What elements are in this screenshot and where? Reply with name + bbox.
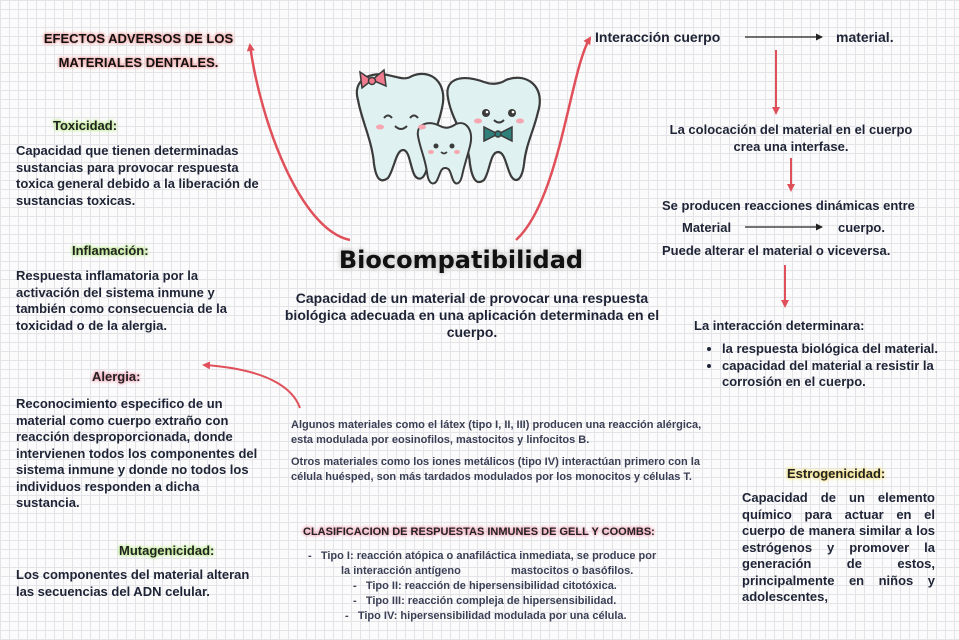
- determines-list: [706, 341, 946, 391]
- gell-type-1-line1: Tipo I: reacción atópica o anafiláctica inmediata, se produce por: [320, 550, 657, 562]
- gell-type-3-text: Tipo III: reacción compleja de hipersensibilidad.: [365, 595, 617, 607]
- inflamacion-heading: Inflamación:: [72, 243, 149, 258]
- determines-text: La interacción determinara:: [694, 318, 865, 333]
- adverse-effects-title-line1: EFECTOS ADVERSOS DE LOS: [43, 31, 234, 46]
- mutagenicidad-text: Los componentes del material alteran las secuencias del ADN celular.: [16, 567, 250, 599]
- page-title: Biocompatibilidad: [338, 246, 584, 274]
- list-item: • capacidad del material a resistir la corrosión en el cuerpo.: [722, 358, 946, 391]
- gell-type-2: [353, 579, 617, 594]
- toxicidad-text: Capacidad que tienen determinadas sustancias para provocar respuesta toxica general debido a la liberación de sustancias toxicas.: [16, 143, 259, 208]
- estrogenicidad-text: Capacidad de un elemento químico para actuar en el cuerpo de manera similar a los estrógenos y promover la generación de estos, principalmente en niños y adolescentes,: [742, 490, 935, 604]
- gell-type-1-line2a: la interacción antígeno: [341, 565, 461, 577]
- allergy-paragraph-2: Otros materiales como los iones metálicos (tipo IV) interactúan primero con la célula huésped, son más tardados modulados por los monocitos y células T.: [291, 456, 700, 483]
- interface-text: La colocación del material en el cuerpo crea una interfase.: [669, 122, 913, 154]
- cuerpo-word: cuerpo.: [838, 220, 885, 235]
- gell-type-4: [345, 609, 627, 624]
- dynamic-reactions-text: Se producen reacciones dinámicas entre: [662, 198, 915, 213]
- gell-type-1-line2b: mastocitos o basófilos.: [511, 565, 634, 577]
- gell-type-2-text: Tipo II: reacción de hipersensibilidad citotóxica.: [365, 580, 617, 592]
- alter-text: Puede alterar el material o viceversa.: [662, 243, 891, 258]
- alergia-text: Reconocimiento especifico de un material como cuerpo extraño con reacción desproporcionada, donde intervienen todos los componentes del sistema inmune y donde no todos los individuos responden a dicha sustancia.: [16, 396, 258, 510]
- adverse-effects-title-line2: MATERIALES DENTALES.: [58, 55, 219, 70]
- mutagenicidad-heading: Mutagenicidad:: [119, 543, 215, 558]
- interaction-label-b: material.: [836, 29, 894, 45]
- material-word: Material: [682, 220, 732, 235]
- gell-type-4-text: Tipo IV: hipersensibilidad modulada por una célula.: [357, 610, 627, 622]
- dash: -: [353, 595, 357, 607]
- dash: -: [353, 580, 357, 592]
- gell-type-3: [353, 594, 616, 609]
- alergia-heading: Alergia:: [92, 369, 141, 384]
- dash: -: [345, 610, 349, 622]
- gell-type-1: [308, 549, 708, 564]
- allergy-paragraph-1: Algunos materiales como el látex (tipo I, II, III) producen una reacción alérgica, esta modulada por eosinofilos, mastocitos y linfocitos B.: [291, 419, 702, 446]
- teeth-illustration: [357, 70, 540, 184]
- interaction-label-a: Interacción cuerpo: [595, 29, 721, 45]
- estrogenicidad-heading: Estrogenicidad:: [787, 466, 886, 481]
- inflamacion-text: Respuesta inflamatoria por la activación del sistema inmune y también como consecuencia de la toxicidad o de la alergia.: [16, 268, 227, 333]
- dash: -: [308, 550, 312, 562]
- gell-coombs-title: CLASIFICACION DE RESPUESTAS INMUNES DE GELL Y COOMBS:: [303, 526, 655, 538]
- definition-text: Capacidad de un material de provocar una respuesta biológica adecuada en una aplicación determinada en el cuerpo.: [284, 290, 660, 340]
- list-item: • la respuesta biológica del material.: [722, 341, 946, 358]
- toxicidad-heading: Toxicidad:: [53, 118, 118, 133]
